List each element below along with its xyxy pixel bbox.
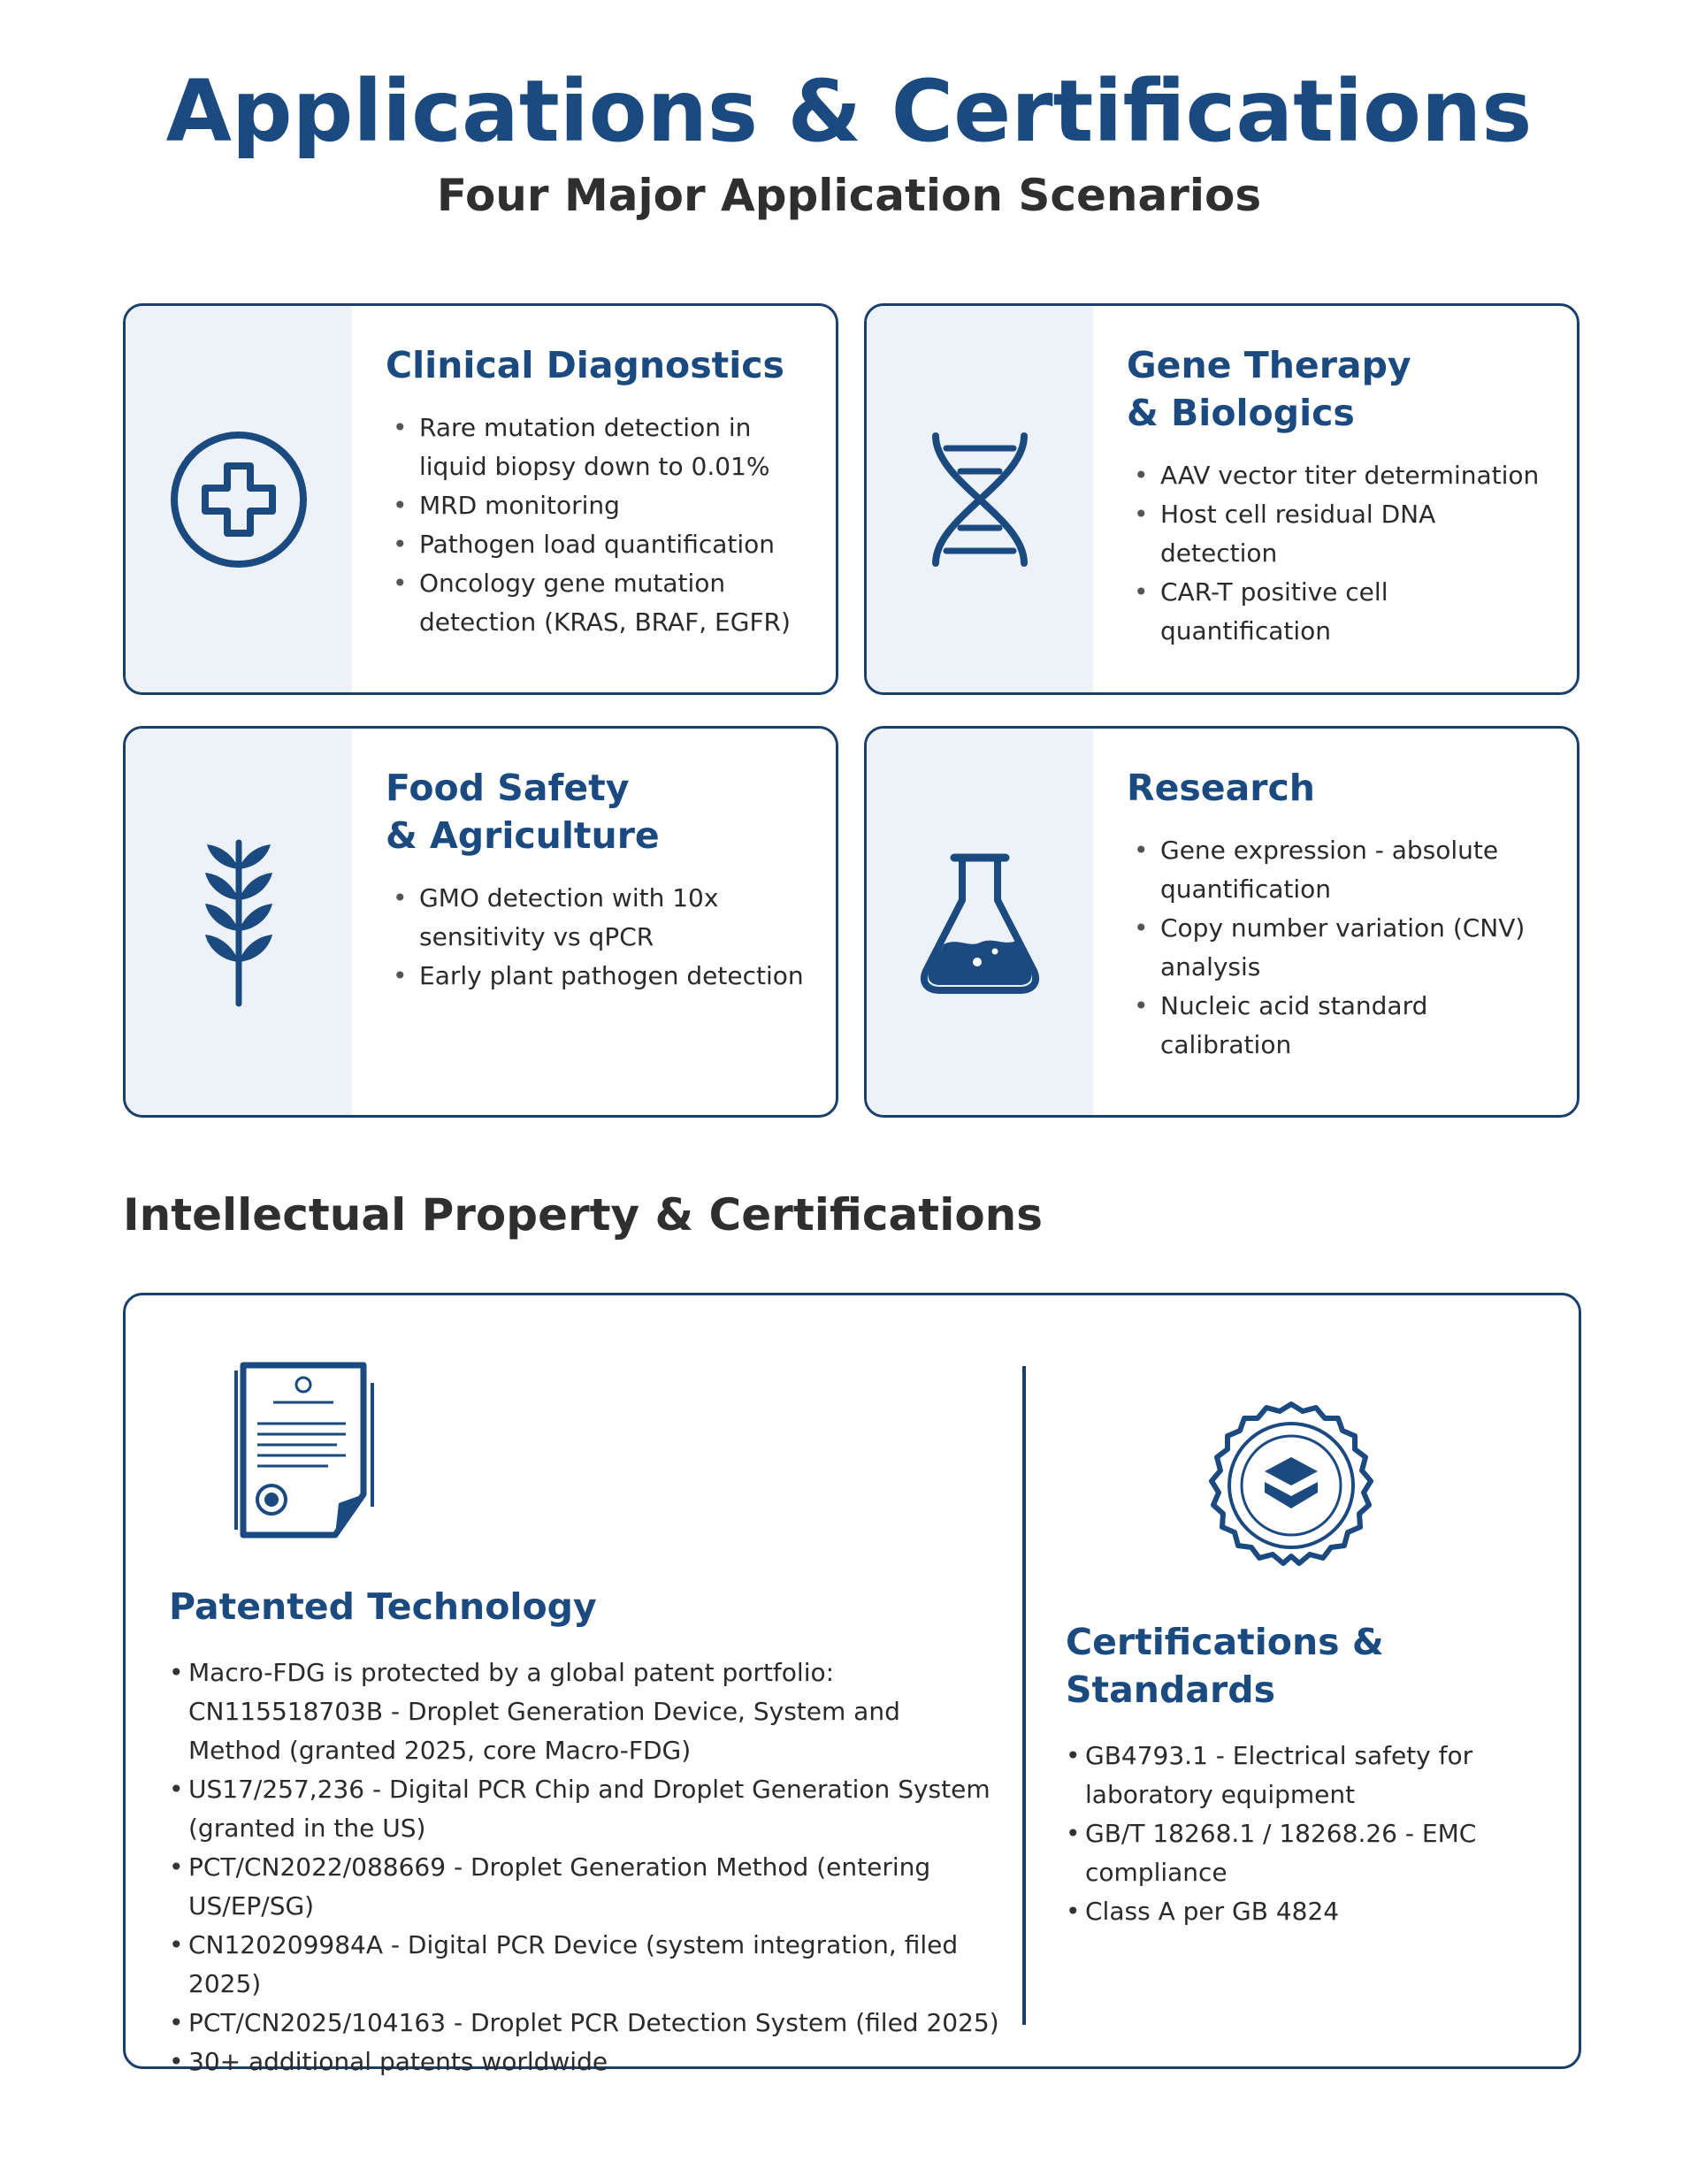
certification-seal-icon <box>1198 1397 1384 1583</box>
card-icon-panel <box>126 306 352 692</box>
wheat-icon <box>195 834 283 1011</box>
application-card-food-safety <box>123 726 838 1118</box>
list-item: • PCT/CN2022/088669 - Droplet Generation Method (entering US/EP/SG) <box>169 1848 1000 1926</box>
card-bullet-list <box>1127 831 1550 1065</box>
application-card-clinical-diagnostics <box>123 303 838 695</box>
list-item: • Macro-FDG is protected by a global patent portfolio: CN115518703B - Droplet Generation Device, System and Method (granted 2025, core Macro-FDG) <box>169 1653 1000 1770</box>
list-item: • GMO detection with 10x sensitivity vs qPCR <box>386 879 809 957</box>
patents-column <box>169 1362 1000 2081</box>
list-item: • CAR-T positive cell quantification <box>1127 573 1550 651</box>
application-card-gene-therapy <box>864 303 1579 695</box>
flask-icon <box>914 847 1046 997</box>
column-divider <box>1022 1366 1026 2025</box>
card-title: Clinical Diagnostics <box>386 344 784 386</box>
list-item: • Class A per GB 4824 <box>1066 1892 1561 1931</box>
patent-document-icon <box>222 1362 399 1547</box>
list-item: • GB4793.1 - Electrical safety for laboratory equipment <box>1066 1737 1561 1814</box>
list-item: • MRD monitoring <box>386 486 809 525</box>
certifications-title: Certifications & Standards <box>1066 1621 1384 1711</box>
list-item: • Early plant pathogen detection <box>386 957 809 996</box>
list-item: • PCT/CN2025/104163 - Droplet PCR Detection System (filed 2025) <box>169 2004 1000 2043</box>
list-item: • Copy number variation (CNV) analysis <box>1127 909 1550 987</box>
card-bullet-list <box>386 879 809 996</box>
card-icon-panel <box>867 306 1093 692</box>
card-bullet-list <box>1127 456 1550 651</box>
list-item: • Rare mutation detection in liquid biopsy down to 0.01% <box>386 409 809 486</box>
card-title: Gene Therapy & Biologics <box>1127 344 1411 434</box>
patents-title: Patented Technology <box>169 1585 597 1628</box>
card-title: Research <box>1127 767 1315 809</box>
list-item: • GB/T 18268.1 / 18268.26 - EMC compliance <box>1066 1814 1561 1892</box>
card-icon-panel <box>867 729 1093 1115</box>
application-grid <box>123 303 1579 1118</box>
ip-section-heading: Intellectual Property & Certifications <box>123 1189 1044 1241</box>
list-item: • Oncology gene mutation detection (KRAS, BRAF, EGFR) <box>386 564 809 642</box>
card-icon-panel <box>126 729 352 1115</box>
application-card-research <box>864 726 1579 1118</box>
patents-list <box>169 1653 1000 2081</box>
list-item: • Gene expression - absolute quantification <box>1127 831 1550 909</box>
certifications-column <box>1066 1397 1561 1931</box>
list-item: • CN120209984A - Digital PCR Device (system integration, filed 2025) <box>169 1926 1000 2004</box>
page-title: Applications & Certifications <box>165 62 1533 161</box>
certifications-list <box>1066 1737 1561 1931</box>
list-item: • Host cell residual DNA detection <box>1127 495 1550 573</box>
list-item: • Pathogen load quantification <box>386 525 809 564</box>
medical-cross-icon <box>168 429 310 570</box>
list-item: • 30+ additional patents worldwide <box>169 2043 1000 2081</box>
page-subtitle: Four Major Application Scenarios <box>436 170 1262 221</box>
dna-icon <box>927 429 1033 570</box>
list-item: • AAV vector titer determination <box>1127 456 1550 495</box>
card-bullet-list <box>386 409 809 642</box>
ip-certifications-panel <box>123 1293 1581 2076</box>
list-item: • Nucleic acid standard calibration <box>1127 987 1550 1065</box>
list-item: • US17/257,236 - Digital PCR Chip and Droplet Generation System (granted in the US) <box>169 1770 1000 1848</box>
card-title: Food Safety & Agriculture <box>386 767 660 857</box>
